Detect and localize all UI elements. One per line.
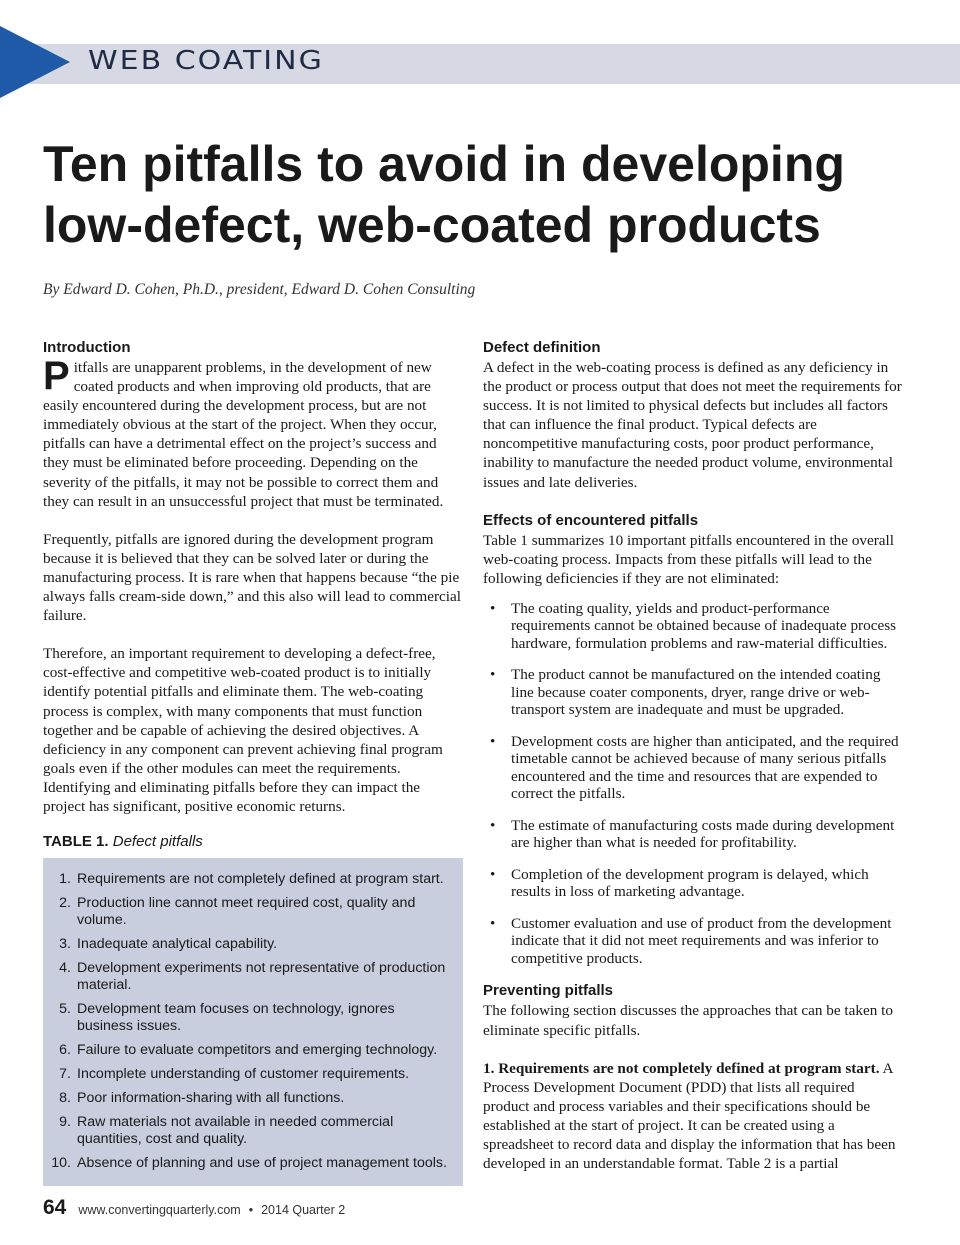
table-row [43,868,463,892]
row-text: Requirements are not completely defined at program start. [77,871,444,888]
intro-heading: Introduction [43,339,131,356]
bullet-icon: • [490,865,496,883]
right-column [483,338,903,1173]
effects-paragraph: Table 1 summarizes 10 important pitfalls encountered in the overall web-coating process. Impacts from these pitfalls will lead to the following deficiencies if they are not eliminated: [483,531,894,587]
table-caption-title: Defect pitfalls [112,833,203,851]
page-number: 64 [43,1196,67,1219]
byline: By Edward D. Cohen, Ph.D., president, Edward D. Cohen Consulting [43,281,476,298]
requirements-heading: 1. Requirements are not completely defined at program start. [483,1059,880,1077]
row-text: Development experiments not representative of production material. [77,960,446,994]
intro-paragraph-2: Frequently, pitfalls are ignored during the development program because it is believed that they can be solved later or during the manufacturing process. It is rare when that happens because “the pie always falls cream-side down,” and this also will lead to commercial failure. [43,530,461,625]
preventing-heading: Preventing pitfalls [483,982,614,1000]
requirements-section [483,1059,903,1174]
row-number: 10. [51,1155,71,1172]
title-line-2: low-defect, web-coated products [43,197,821,253]
table-row [43,957,463,998]
row-number: 1. [59,871,71,888]
row-text: Production line cannot meet required cost, quality and volume. [77,895,416,929]
row-text: Development team focuses on technology, ignores business issues. [77,1001,395,1035]
row-number: 2. [59,895,71,912]
row-text: Poor information-sharing with all functions. [77,1090,345,1107]
table-row [43,933,463,957]
table-row [43,1039,463,1063]
row-number: 6. [59,1042,71,1059]
list-item [483,600,903,653]
defect-definition-heading: Defect definition [483,339,601,356]
intro-paragraph-1-text: itfalls are unapparent problems, in the development of new coated products and when improving old products, that are easily encountered during the development process, but are not immediately obvious at the start of the project. When they occur, pitfalls can have a detrimental effect on the project’s success and they must be eliminated before proceeding. Depending on the severity of the pitfalls, it may not be possible to correct them and they can result in an unsuccessful project that must be terminated. [43,359,444,510]
intro-paragraph-1 [43,354,465,511]
list-item [483,866,903,901]
preventing-paragraph: The following section discusses the approaches that can be taken to eliminate specific pitfalls. [483,1002,893,1039]
bullet-icon: • [490,914,496,932]
article-title [43,134,943,256]
bullet-text: The coating quality, yields and product-performance requirements cannot be obtained because of inadequate process hardware, formulation problems and raw-material difficulties. [511,599,897,652]
bullet-text: The product cannot be manufactured on the intended coating line because coater components, dryer, range drive or web-transport system are inadequate and must be upgraded. [511,666,881,719]
list-item [483,817,903,852]
row-text: Incomplete understanding of customer requirements. [77,1066,410,1083]
table-row [43,1063,463,1087]
bullet-icon: • [490,732,496,750]
left-column [43,338,465,1186]
effects-bullet-list [483,600,903,968]
table-row [43,892,463,933]
footer-website: www.convertingquarterly.com [78,1203,241,1217]
row-text: Failure to evaluate competitors and emerging technology. [77,1042,438,1059]
defect-definition-paragraph: A defect in the web-coating process is defined as any deficiency in the product or process output that does not meet the requirements for success. It is not limited to physical defects but includes all factors that can influence the final product. Typical defects are noncompetitive manufacturing costs, poor product performance, inability to manufacture the needed product volume, environmental issues and late deliveries. [483,359,902,491]
list-item [483,666,903,719]
footer-issue: 2014 Quarter 2 [261,1203,346,1217]
drop-cap: P [43,354,70,398]
table-row [43,1111,463,1152]
table-caption [43,832,465,852]
header-triangle-icon [0,26,70,98]
defect-pitfalls-table [43,858,463,1186]
row-number: 9. [59,1114,71,1131]
bullet-text: Customer evaluation and use of product from the development indicate that it did not meet requirements and was inferior to competitive products. [511,914,892,967]
table-caption-label: TABLE 1. [43,833,109,851]
list-item [483,915,903,968]
row-number: 4. [59,960,71,977]
intro-paragraph-3: Therefore, an important requirement to developing a defect-free, cost-effective and competitive web-coated product is to initially identify potential pitfalls and eliminate them. The web-coating process is complex, with many components that must function together and be capable of achieving the desired objectives. A deficiency in any component can prevent achieving final program goals even if the other modules can meet the requirements. Identifying and eliminating pitfalls before they can impact the project has significant, positive economic returns. [43,645,443,815]
row-number: 8. [59,1090,71,1107]
bullet-icon: • [490,666,496,684]
bullet-text: The estimate of manufacturing costs made during development are higher than what is needed for profitability. [511,816,895,852]
row-text: Inadequate analytical capability. [77,936,278,953]
requirements-paragraph: A Process Development Document (PDD) that lists all required product and process variables and their specifications should be established at the start of project. It can be created using a spreadsheet to record data and display the information that has been developed in an understandable format. Table 2 is a partial [483,1059,896,1173]
table-row [43,998,463,1039]
bullet-icon: • [490,816,496,834]
row-number: 3. [59,936,71,953]
bullet-icon: • [490,599,496,617]
table-row [43,1152,463,1176]
row-text: Raw materials not available in needed commercial quantities, cost and quality. [77,1114,394,1148]
table-row [43,1087,463,1111]
list-item [483,733,903,803]
footer-separator: • [248,1203,254,1217]
row-number: 7. [59,1066,71,1083]
effects-heading: Effects of encountered pitfalls [483,511,699,529]
row-text: Absence of planning and use of project management tools. [77,1155,447,1172]
section-label: WEB COATING [88,46,324,76]
bullet-text: Completion of the development program is delayed, which results in loss of marketing advantage. [511,865,869,901]
title-line-1: Ten pitfalls to avoid in developing [43,136,845,192]
bullet-text: Development costs are higher than anticipated, and the required timetable cannot be achieved because of many serious pitfalls encountered and the time and resources that are expended to correct the pitfalls. [511,732,899,803]
page-footer [43,1196,345,1220]
row-number: 5. [59,1001,71,1018]
